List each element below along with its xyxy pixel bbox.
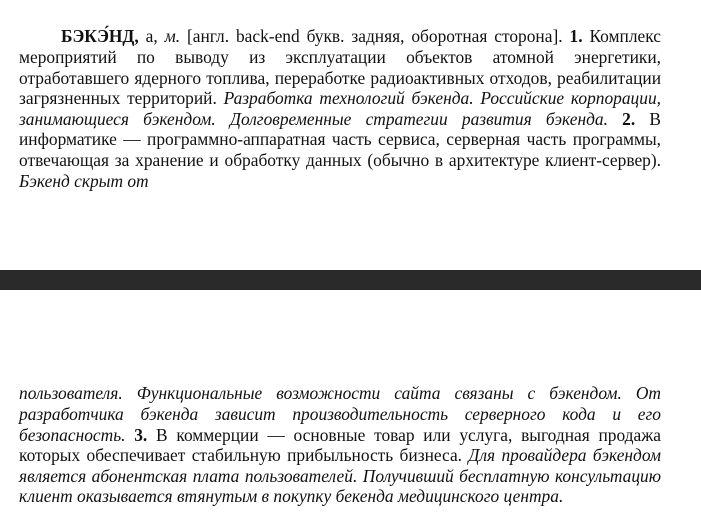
headword: БЭКЭ́НД,	[61, 26, 139, 47]
sense-2-examples-start: Бэкенд скрыт от	[19, 170, 149, 191]
sense-1-definition: Комплекс мероприятий по выводу из эксплуатации объектов атомной энергетики, отработавшего ядерного топлива, переработке радиоактивных отходов, реабилитации загрязненных территорий.	[19, 26, 661, 109]
sense-1-number: 1.	[569, 26, 583, 47]
sense-3-examples: Для провайдера бэкендом является абонентская плата пользователей. Получивший бесплатную консультацию клиент оказывается втянутым в покупку бекенда медицинского центра.	[19, 445, 661, 507]
sense-1-examples: Разработка технологий бэкенда. Российские корпорации, занимающиеся бэкендом. Долговременные стратегии развития бэкенда.	[19, 88, 661, 129]
sense-2-examples-continued: пользователя. Функциональные возможности сайта связаны с бэкендом. От разработчика бэкенда зависит производительность серверного кода и его безопасность.	[19, 383, 661, 445]
grammar-genitive: а,	[138, 26, 165, 47]
document-page-bottom	[0, 290, 701, 527]
dictionary-entry-top	[19, 26, 661, 191]
sense-3-definition: В коммерции — основные товар или услуга, выгодная продажа которых обеспечивает стабильную прибыльность бизнеса.	[19, 424, 661, 466]
sense-2-definition: В информатике — программно-аппаратная часть сервиса, серверная часть программы, отвечающая за хранение и обработку данных (обычно в архитектуре клиент-сервер).	[19, 108, 661, 170]
sense-2-number: 2.	[607, 108, 636, 129]
page-break-bar	[0, 270, 701, 290]
etymology: [англ. back-end букв. задняя, оборотная сторона].	[180, 26, 570, 47]
grammar-gender: м.	[164, 26, 181, 47]
dictionary-entry-bottom	[19, 383, 661, 507]
sense-3-number: 3.	[125, 424, 148, 445]
